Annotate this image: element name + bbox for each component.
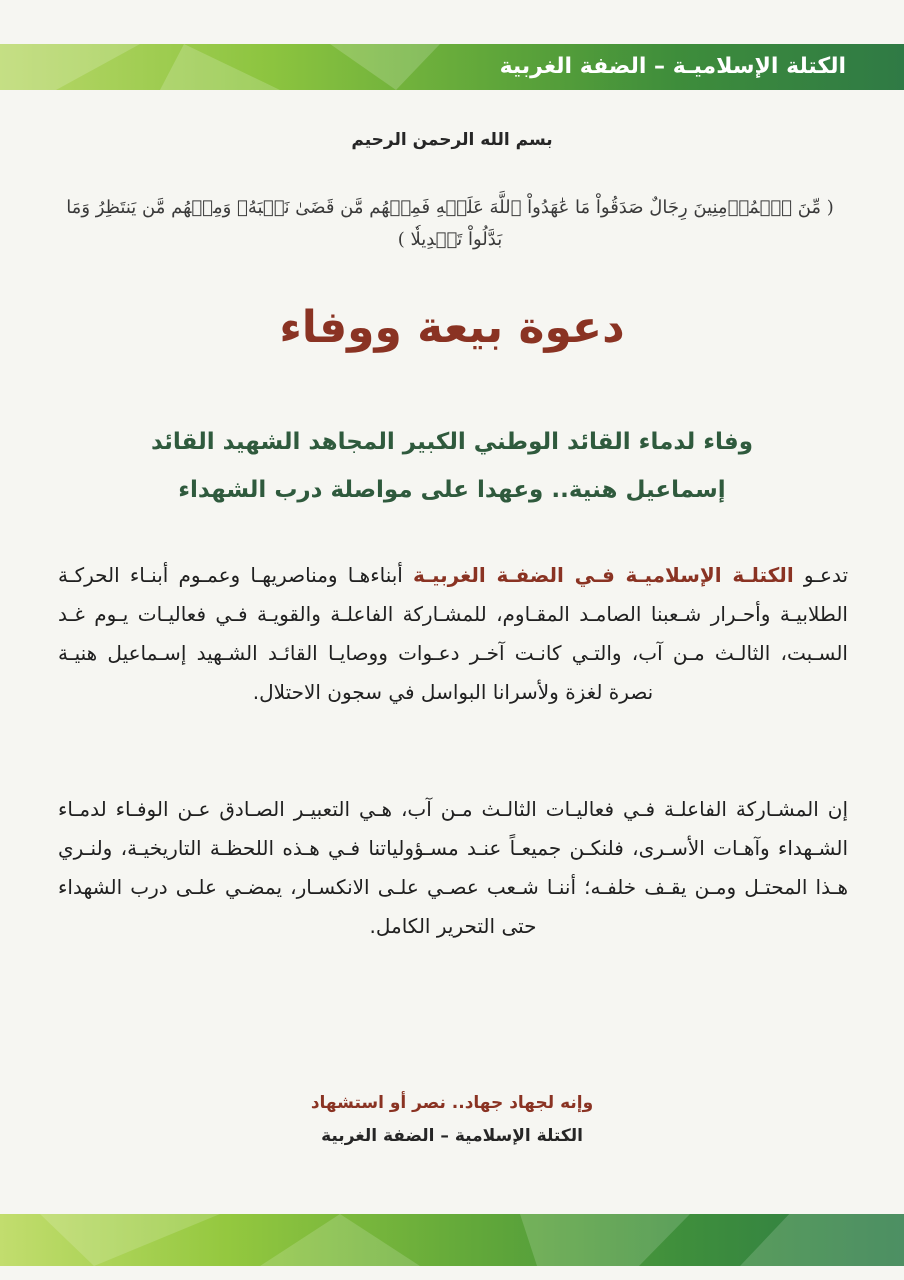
decorative-facet — [330, 44, 440, 90]
decorative-facet — [740, 1214, 904, 1266]
decorative-facet — [160, 44, 280, 90]
quran-verse: ( مِّنَ ٱلۡمُؤۡمِنِينَ رِجَالٌ صَدَقُواْ مَا عَٰهَدُواْ ٱللَّهَ عَلَيۡهِ فَمِنۡهُم مَّن قَضَىٰ نَحۡبَهُۥ وَمِنۡهُم مَّن يَنتَظِرُ وَمَا بَدَّلُواْ تَبۡدِيلٗا ) — [66, 197, 834, 250]
subtitle — [100, 418, 804, 514]
footer-signature: الكتلة الإسلامية – الضفة الغربية — [321, 1126, 583, 1146]
subtitle-line: وفاء لدماء القائد الوطني الكبير المجاهد الشهيد القائد — [150, 429, 754, 455]
decorative-facet — [260, 1214, 420, 1266]
organization-highlight: الكتلـة الإسلاميـة فـي الضفـة الغربيـة — [413, 563, 794, 587]
decorative-facet — [520, 1214, 690, 1266]
page-title: دعوة بيعة ووفاء — [279, 302, 625, 353]
header-band — [0, 44, 904, 90]
subtitle-line: إسماعيل هنية.. وعهدا على مواصلة درب الشهداء — [178, 477, 726, 503]
footer-slogan: وإنه لجهاد جهاد.. نصر أو استشهاد — [310, 1093, 594, 1113]
paragraph-text: أبناءهـا ومناصريهـا وعمـوم أبنـاء الحركـة الطلابيـة وأحـرار شـعبنا الصامـد المقـاوم، للمشـاركة الفاعلـة والقويـة فـي فعاليـات يـوم غـد السـبت، الثالـث مـن آب، والتـي كانـت آخـر دعـوات ووصايـا القائـد الشـهيد إسـماعيل هنيـة نصرة لغزة ولأسرانا البواسل في سجون الاحتلال. — [58, 563, 848, 704]
decorative-facet — [40, 1214, 220, 1266]
footer-band — [0, 1214, 904, 1266]
basmala: بسم الله الرحمن الرحيم — [351, 130, 553, 150]
header-title: الكتلة الإسلاميـة – الضفة الغربية — [499, 54, 846, 79]
paragraph-lead: تدعـو — [803, 563, 849, 587]
invitation-paragraph — [58, 556, 848, 712]
participation-paragraph: إن المشـاركة الفاعلـة فـي فعاليـات الثالـث مـن آب، هـي التعبيـر الصـادق عـن الوفـاء لدمـاء الشـهداء وآهـات الأسـرى، فلنكـن جميعـاً عنـد مسـؤولياتنا فـي هـذه اللحظـة التاريخيـة، ولنـري هـذا المحتـل ومـن يقـف خلفـه؛ أننـا شـعب عصـي علـى الانكسـار، يمضـي علـى درب الشهداء حتى التحرير الكامل. — [58, 797, 848, 938]
decorative-facet — [0, 44, 140, 90]
